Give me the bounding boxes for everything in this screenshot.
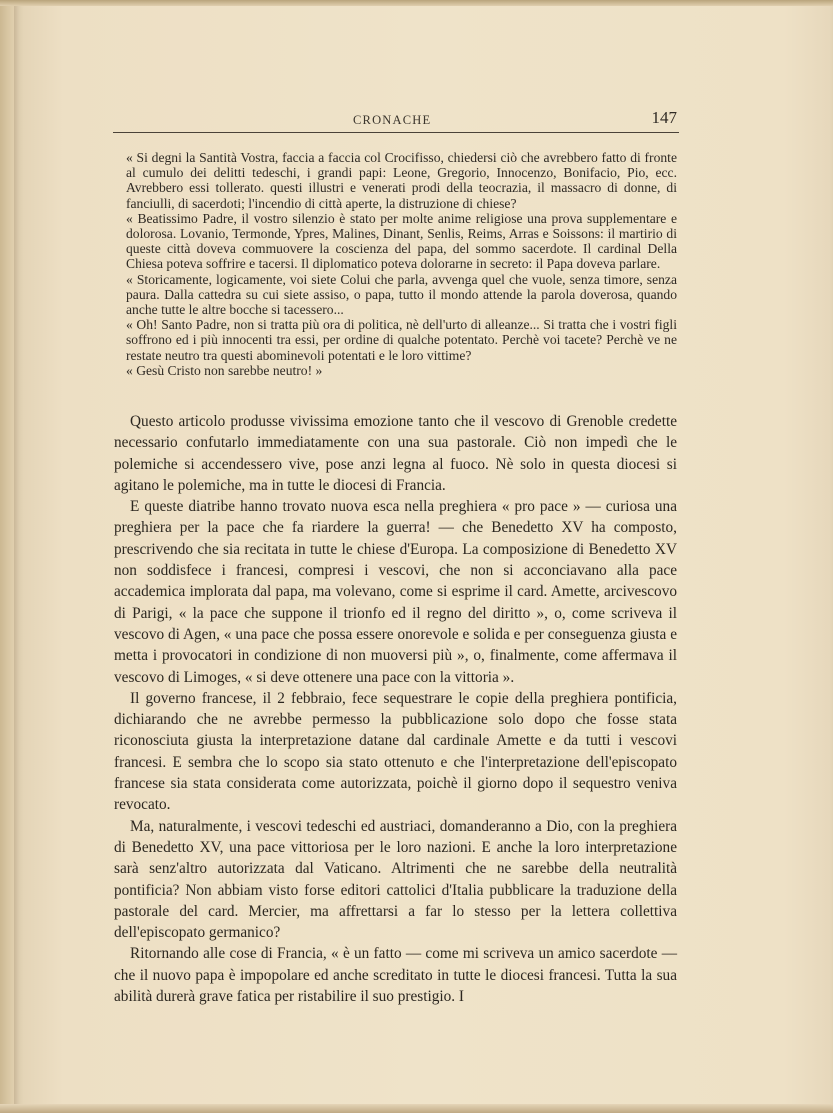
quote-paragraph: « Gesù Cristo non sarebbe neutro! »	[126, 362, 323, 378]
body-paragraph: Ritornando alle cose di Francia, « è un fatto — come mi scriveva un amico sacerdote — che il nuovo papa è impopolare ed anche screditato in tutte le diocesi francesi. Tutta la sua abilità durerà grave fatica per ristabilire il suo prestigio. I	[114, 945, 677, 1006]
page-top-edge	[0, 0, 833, 6]
body-paragraph: Questo articolo produsse vivissima emozione tanto che il vescovo di Grenoble credette necessario confutarlo immediatamente con una sua pastorale. Ciò non impedì che le polemiche si accendessero vive, pose anzi legna al fuoco. Nè solo in questa diocesi si agitano le polemiche, ma in tutte le diocesi di Francia.	[114, 413, 677, 494]
header-rule	[113, 132, 679, 133]
quote-paragraph: « Si degni la Santità Vostra, faccia a faccia col Crocifisso, chiedersi ciò che avrebbero fatto di fronte al cumulo dei delitti tedeschi, i grandi papi: Leone, Gregorio, Innocenzo, Bonifacio, Pio, ecc. Avrebbero essi tollerato. questi illustri e venerati prodi della teocrazia, il massacro di donne, di fanciulli, di sacerdoti; l'incendio di città aperte, la distruzione di chiese?	[126, 150, 677, 211]
binding-edge	[0, 0, 14, 1113]
quote-paragraph: « Oh! Santo Padre, non si tratta più ora di politica, nè dell'urto di alleanze... Si tratta che i vostri figli soffrono ed i più innocenti tra essi, per ordine di qualche potentato. Perchè voi tacete? Perchè ve ne restate neutro tra questi abominevoli potentati e le loro vittime?	[126, 317, 677, 363]
body-paragraph: Il governo francese, il 2 febbraio, fece sequestrare le copie della preghiera pontificia, dichiarando che ne avrebbe permesso la pubblicazione solo dopo che fosse stata riconosciuta giusta la interpretazione datane dal cardinale Amette e da tutti i vescovi francesi. E sembra che lo scopo sia stato ottenuto e che l'interpretazione dell'episcopato francese sia stata considerata come autorizzata, poichè il giorno dopo il sequestro veniva revocato.	[114, 689, 677, 814]
body-paragraph: E queste diatribe hanno trovato nuova esca nella preghiera « pro pace » — curiosa una preghiera per la pace che fa riardere la guerra! — che Benedetto XV ha composto, prescrivendo che sia recitata in tutte le chiese d'Europa. La composizione di Benedetto XV non soddisfece i francesi, compresi i vescovi, che non si acconciavano alla pace accademica implorata dal papa, ma volevano, come si esprime il card. Amette, arcivescovo di Parigi, « la pace che suppone il trionfo ed il regno del diritto », o, come scriveva il vescovo di Agen, « una pace che possa essere onorevole e solida e per conseguenza giusta e metta i provocatori in condizione di non muoversi più », o, finalmente, come affermava il vescovo di Limoges, « si deve ottenere una pace con la vittoria ».	[114, 498, 677, 686]
quoted-letter	[126, 150, 677, 378]
quote-paragraph: « Storicamente, logicamente, voi siete Colui che parla, avvenga quel che vuole, senza timore, senza paura. Dalla cattedra su cui siete assiso, o papa, tutto il mondo attende la parola doverosa, quando anche tutte le altre bocche si tacessero...	[126, 271, 677, 318]
running-head: CRONACHE	[353, 113, 432, 127]
page-bottom-edge	[0, 1104, 833, 1113]
article-body	[114, 411, 677, 1007]
quote-paragraph: « Beatissimo Padre, il vostro silenzio è stato per molte anime religiose una prova supplementare e dolorosa. Lovanio, Termonde, Ypres, Malines, Dinant, Senlis, Reims, Arras e Soissons: il martirio di queste città doveva commuovere la coscienza del papa, del sommo sacerdote. Il cardinal Della Chiesa poteva soffrire e tacersi. Il diplomatico poteva dolorarne in secreto: il Papa doveva parlare.	[126, 210, 677, 272]
body-paragraph: Ma, naturalmente, i vescovi tedeschi ed austriaci, domanderanno a Dio, con la preghiera di Benedetto XV, una pace vittoriosa per le loro nazioni. E anche la loro interpretazione sarà senz'altro autorizzata dal Vaticano. Altrimenti che ne sarebbe della neutralità pontificia? Non abbiam visto forse editori cattolici d'Italia pubblicare la traduzione della pastorale del card. Mercier, ma affrettarsi a far lo stesso per la lettera collettiva dell'episcopato germanico?	[114, 817, 677, 942]
page-number: 147	[651, 108, 677, 127]
page-header	[113, 108, 677, 132]
